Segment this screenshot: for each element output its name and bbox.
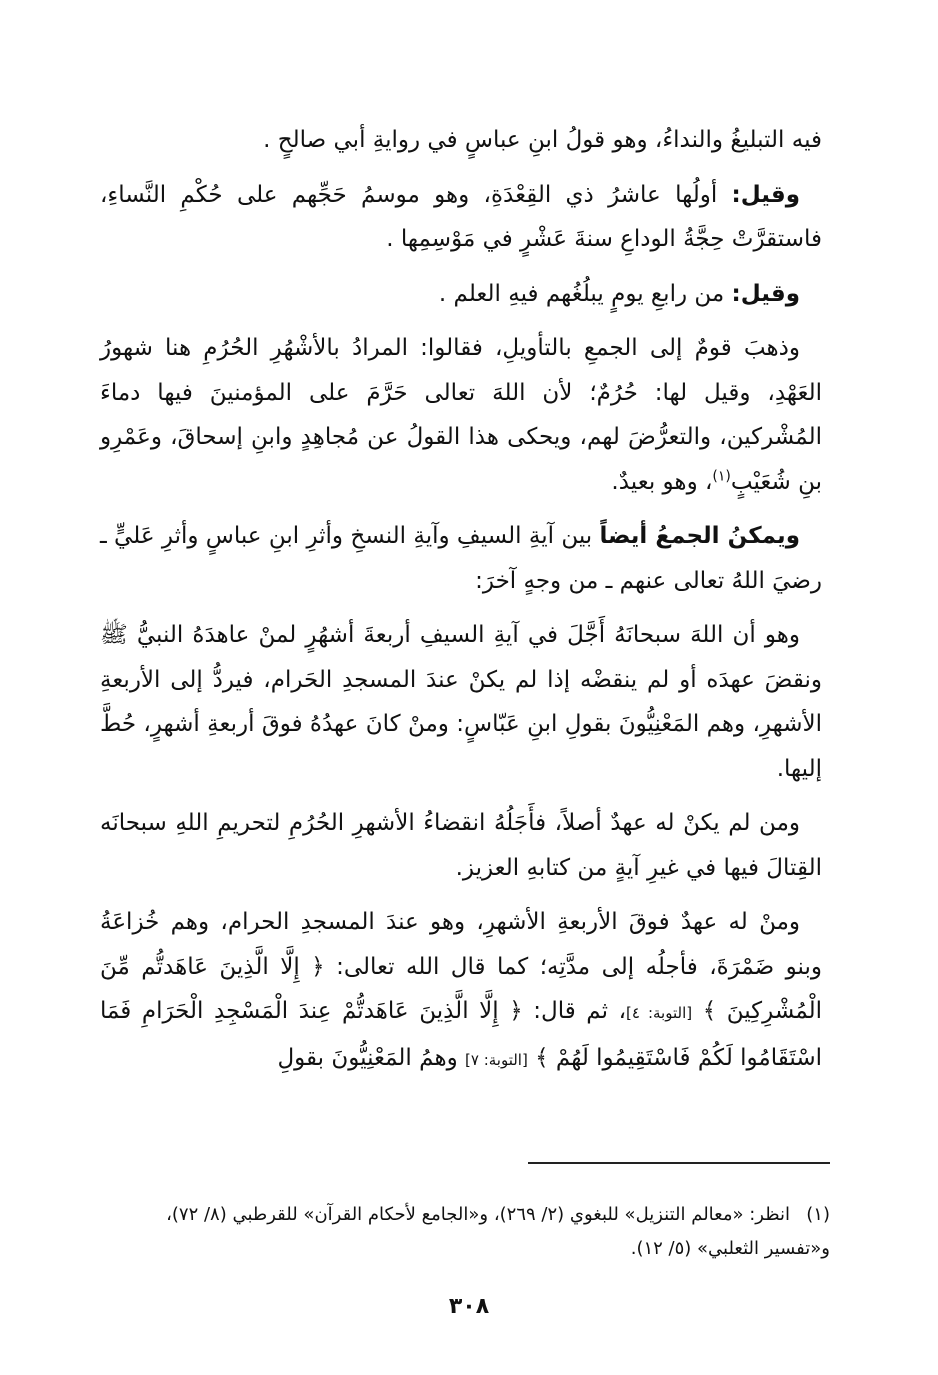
paragraph-1 xyxy=(100,118,822,163)
paragraph-7 xyxy=(100,801,822,890)
footnote-1-text: انظر: «معالم التنزيل» للبغوي (٢/ ٢٦٩)، و«الجامع لأحكام القرآن» للقرطبي (٨/ ٧٢)، و«تفسير الثعلبي» (٥/ ١٢). xyxy=(166,1204,830,1259)
paragraph-2-text: أولُها عاشرُ ذي القِعْدَةِ، وهو موسمُ حَجِّهم على حُكْمِ النَّساءِ، فاستقرَّتْ حِجَّةُ الوداعِ سنةَ عَشْرٍ في مَوْسِمِها . xyxy=(100,181,822,252)
paragraph-4 xyxy=(100,326,822,504)
paragraph-7-text: ومن لم يكنْ له عهدٌ أصلاً، فأَجَلُهُ انقضاءُ الأشهرِ الحُرُمِ لتحريمِ اللهِ سبحانَه القِتالَ فيها في غيرِ آيةٍ من كتابهِ العزيز. xyxy=(100,810,822,881)
footnote-1 xyxy=(100,1198,830,1266)
quran-verse-1: ﴿ إِلَّا الَّذِينَ عَاهَدتُّم مِّنَ الْمُشْرِكِينَ ﴾ xyxy=(100,953,823,1024)
paragraph-8-part1: ومنْ له عهدٌ فوقَ الأربعةِ الأشهرِ، وهو عندَ المسجدِ الحرام، وهم خُزاعَةُ وبنو ضَمْرَةَ، فأجلُه إلى مدَّتِه؛ كما قال الله تعالى: xyxy=(100,909,823,980)
paragraph-4-tail: ، وهو بعيدٌ. xyxy=(611,468,713,495)
paragraph-3 xyxy=(100,272,822,317)
verse-1-reference: [التوبة: ٤] xyxy=(626,1004,693,1022)
footnote-separator xyxy=(528,1162,830,1164)
main-text xyxy=(100,118,822,1082)
paragraph-4-text: وذهبَ قومٌ إلى الجمعِ بالتأويلِ، فقالوا: المرادُ بالأشْهُرِ الحُرُمِ هنا شهورُ العَهْدِ، وقيل لها: حُرُمٌ؛ لأن اللهَ تعالى حَرَّمَ على المؤمنينَ فيها دماءَ المُشْركين، والتعرُّضَ لهم، ويحكى هذا القولُ عن مُجاهِدٍ وابنِ إسحاقَ، وعَمْرِو بنِ شُعَيْبٍ xyxy=(100,335,822,495)
paragraph-8 xyxy=(100,900,822,1082)
paragraph-6-text: وهو أن اللهَ سبحانَهُ أَجَّلَ في آيةِ السيفِ أربعةَ أشهُرٍ لمنْ عاهدَهُ النبيُّ ﷺ ونقضَ عهدَه أو لم ينقضْه إذا لم يكنْ عندَ المسجدِ الحَرام، فيردُّ إلى الأربعةِ الأشهرِ، وهم المَعْنِيُّونَ بقولِ ابنِ عَبّاسٍ: ومنْ كانَ عهدُهُ فوقَ أربعةِ أشهرٍ، حُطَّ إليها. xyxy=(100,622,822,782)
paragraph-8-part3: وهمُ المَعْنِيُّونَ بقولِ xyxy=(277,1044,465,1071)
footnotes xyxy=(100,1198,830,1266)
page-number: ٣٠٨ xyxy=(448,1294,490,1319)
paragraph-5-lead: ويمكنُ الجمعُ أيضاً xyxy=(599,523,800,549)
paragraph-3-text: من رابعِ يومٍ يبلُغُهم فيهِ العلم . xyxy=(438,280,732,307)
paragraph-3-lead: وقيل: xyxy=(731,280,800,307)
paragraph-5 xyxy=(100,514,822,603)
paragraph-8-part2: ، ثم قال: xyxy=(533,998,627,1024)
quran-verse-2: ﴿ إِلَّا الَّذِينَ عَاهَدتُّمْ عِندَ الْمَسْجِدِ الْحَرَامِ فَمَا اسْتَقَامُوا لَكُمْ فَاسْتَقِيمُوا لَهُمْ ﴾ xyxy=(100,998,822,1071)
paragraph-6 xyxy=(100,613,822,791)
footnote-1-number: (١) xyxy=(806,1204,830,1225)
paragraph-5-text: بين آيةِ السيفِ وآيةِ النسخِ وأثرِ ابنِ عباسٍ وأثرِ عَليٍّ ـ رضيَ اللهُ تعالى عنهم ـ من وجهٍ آخرَ: xyxy=(100,523,822,594)
paragraph-2-lead: وقيل: xyxy=(731,181,800,208)
paragraph-2 xyxy=(100,173,822,262)
verse-2-reference: [التوبة: ٧] xyxy=(465,1050,528,1069)
footnote-marker: (١) xyxy=(712,467,731,484)
paragraph-1-text: فيه التبليغُ والنداءُ، وهو قولُ ابنِ عباسٍ في روايةِ أبي صالحٍ . xyxy=(263,127,822,153)
